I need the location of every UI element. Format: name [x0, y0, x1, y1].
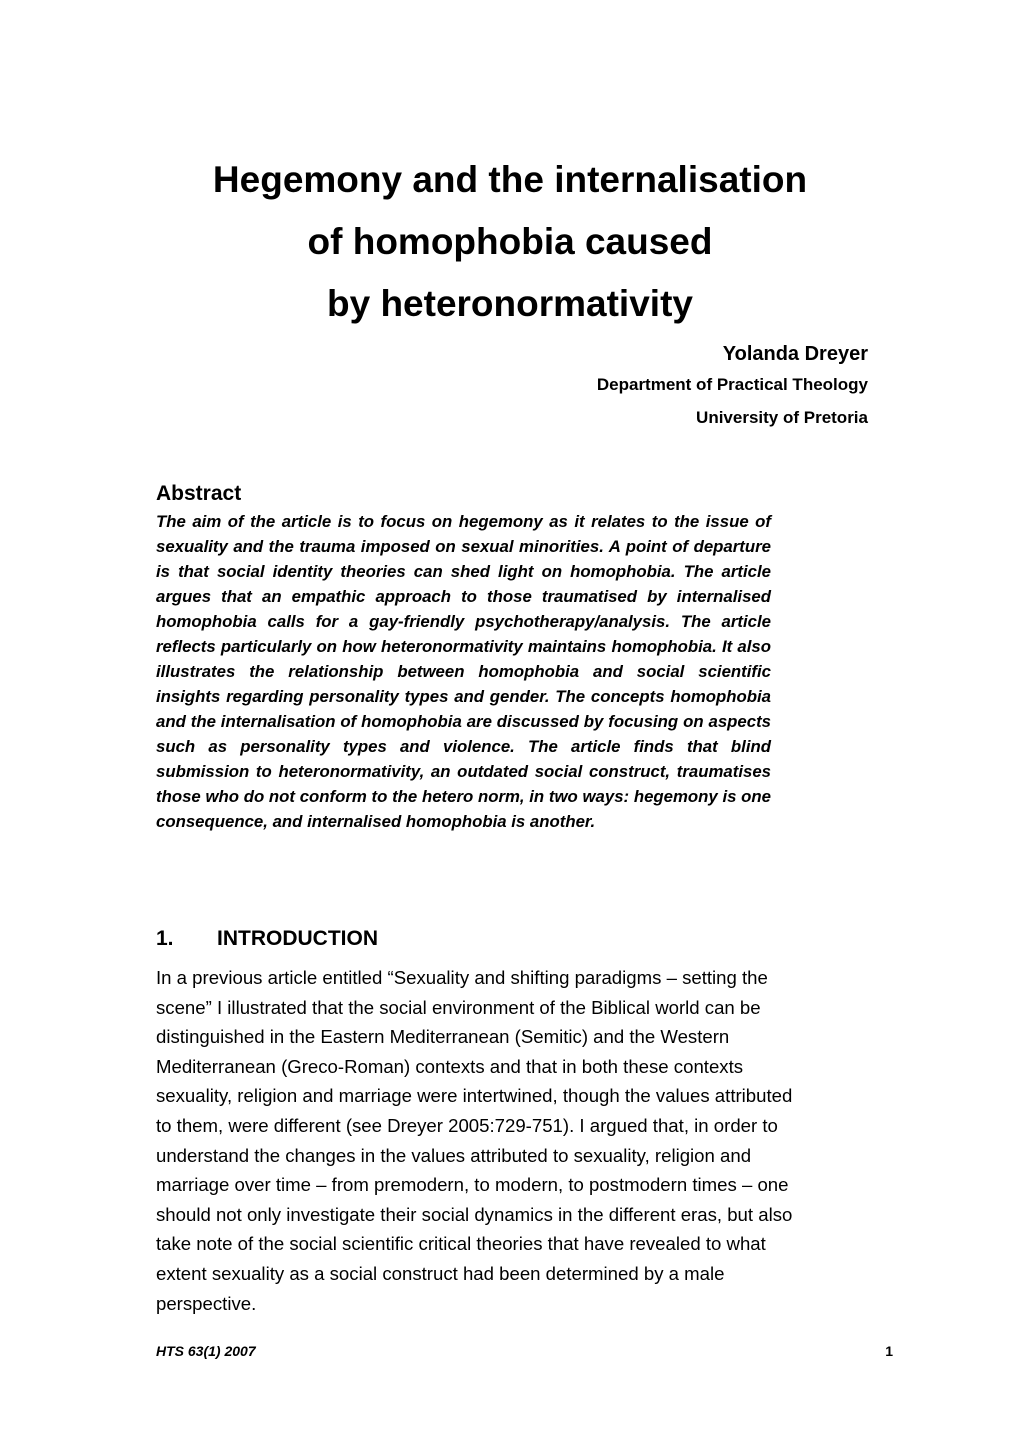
author-university: University of Pretoria [696, 408, 868, 427]
section-number: 1. [156, 927, 174, 950]
paragraph-line: take note of the social scientific critical theories that have revealed to what [156, 1233, 766, 1255]
article-title [0, 149, 1020, 335]
introduction-paragraph [156, 963, 871, 1318]
abstract-heading: Abstract [156, 482, 242, 505]
title-line: Hegemony and the internalisation [212, 158, 808, 200]
paragraph-line: extent sexuality as a social construct had been determined by a male [156, 1262, 725, 1284]
paragraph-line: perspective. [156, 1292, 257, 1314]
title-line: of homophobia caused [307, 220, 713, 262]
paragraph-line: understand the changes in the values attributed to sexuality, religion and [156, 1144, 752, 1166]
paragraph-line: distinguished in the Eastern Mediterranean (Semitic) and the Western [156, 1026, 730, 1048]
author-block [597, 340, 868, 434]
page-number: 1 [885, 1343, 893, 1359]
paragraph-line: to them, were different (see Dreyer 2005:729-751). I argued that, in order to [156, 1114, 778, 1136]
paragraph-line: marriage over time – from premodern, to modern, to postmodern times – one [156, 1174, 789, 1196]
abstract-text: The aim of the article is to focus on hegemony as it relates to the issue of sexuality and the trauma imposed on sexual minorities. A point of departure is that social identity theories can shed light on homophobia. The article argues that an empathic approach to those traumatised by internalised homophobia calls for a gay-friendly psychotherapy/analysis. The article reflects particularly on how heteronormativity maintains homophobia. It also illustrates the relationship between homophobia and social scientific insights regarding personality types and gender. The concepts homophobia and the internalisation of homophobia are discussed by focusing on aspects such as personality types and violence. The article finds that blind submission to heteronormativity, an outdated social construct, traumatises those who do not conform to the hetero norm, in two ways: hegemony is one consequence, and internalised homophobia is another. [156, 512, 771, 831]
author-department: Department of Practical Theology [596, 375, 868, 394]
paragraph-line: should not only investigate their social dynamics in the different eras, but also [156, 1203, 793, 1225]
title-line: by heteronormativity [327, 282, 693, 324]
paragraph-line: scene” I illustrated that the social environment of the Biblical world can be [156, 996, 761, 1018]
section-title: INTRODUCTION [217, 927, 378, 950]
paragraph-line: sexuality, religion and marriage were intertwined, though the values attributed [156, 1085, 793, 1107]
paragraph-line: Mediterranean (Greco-Roman) contexts and that in both these contexts [156, 1055, 744, 1077]
author-name: Yolanda Dreyer [722, 343, 868, 365]
footer-journal-citation: HTS 63(1) 2007 [156, 1343, 256, 1359]
section-heading [156, 926, 378, 952]
paragraph-line: In a previous article entitled “Sexuality and shifting paradigms – setting the [156, 967, 768, 988]
